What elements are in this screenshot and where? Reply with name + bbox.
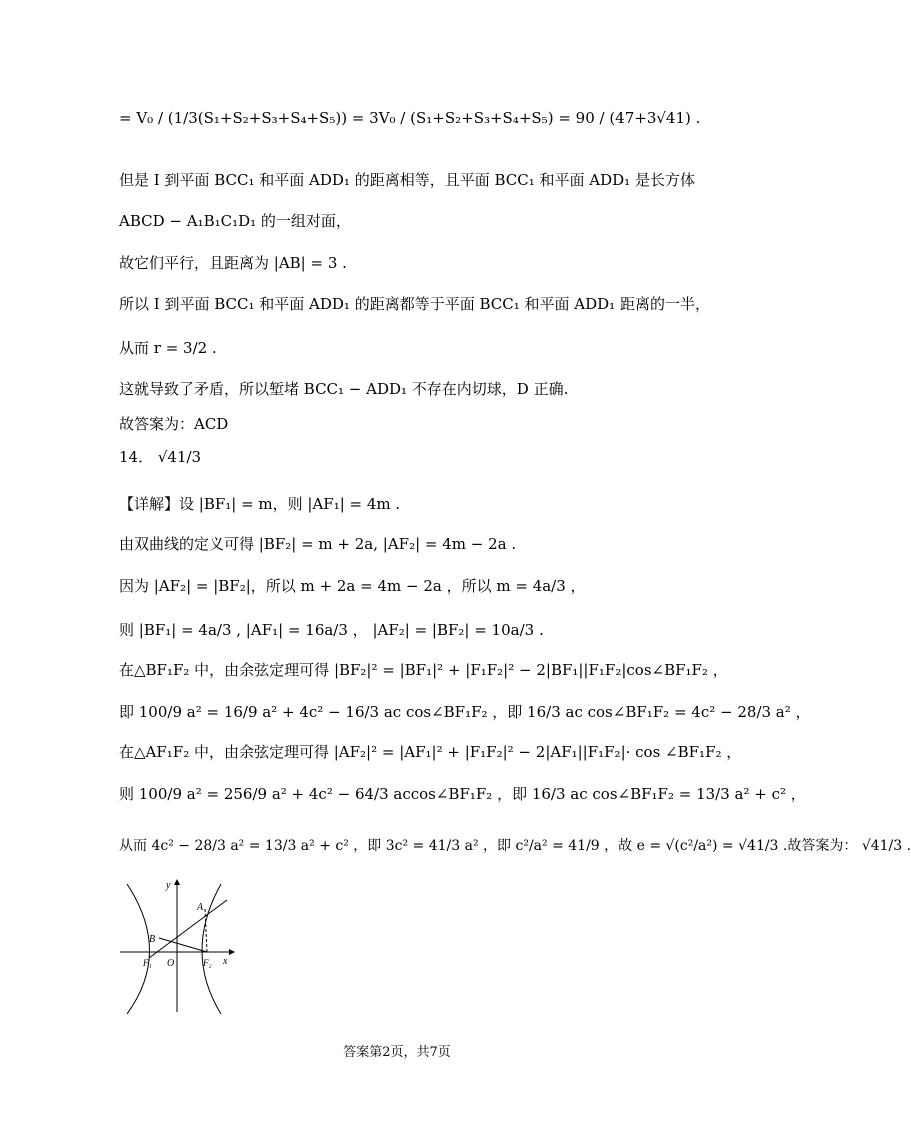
line-15: 即 100/9 a² = 16/9 a² + 4c² − 16/3 ac cos∠BF₁F₂ ，即 16/3 ac cos∠BF₁F₂ = 4c² − 28/3 a² ， [119, 703, 811, 721]
label-b: B [149, 934, 156, 945]
line-4: 故它们平行，且距离为 |AB| = 3 . [119, 254, 347, 272]
x-axis-arrow [229, 949, 235, 955]
line-16: 在△AF₁F₂ 中，由余弦定理可得 |AF₂|² = |AF₁|² + |F₁F₂|² − 2|AF₁||F₁F₂|· cos ∠BF₁F₂ ， [119, 743, 742, 761]
label-f1: F₁ [143, 958, 152, 968]
line-2: 但是 I 到平面 BCC₁ 和平面 ADD₁ 的距离相等，且平面 BCC₁ 和平面 ADD₁ 是长方体 [119, 171, 695, 189]
line-5: 所以 I 到平面 BCC₁ 和平面 ADD₁ 的距离都等于平面 BCC₁ 和平面 ADD₁ 距离的一半， [119, 295, 710, 313]
line-8: 故答案为：ACD [119, 415, 229, 433]
line-7: 这就导致了矛盾，所以堑堵 BCC₁ − ADD₁ 不存在内切球，D 正确. [119, 380, 569, 398]
line-f1-a [149, 900, 227, 958]
label-o: O [167, 958, 175, 969]
line-11: 由双曲线的定义可得 |BF₂| = m + 2a, |AF₂| = 4m − 2a . [119, 535, 517, 553]
line-18: 从而 4c² − 28/3 a² = 13/3 a² + c² ，即 3c² = 41/3 a² ，即 c²/a² = 41/9 ，故 e = √(c²/a²) = √41/3 .故答案为： √41/3 . [119, 838, 911, 854]
line-3: ABCD − A₁B₁C₁D₁ 的一组对面， [119, 212, 351, 230]
label-x: x [223, 956, 228, 967]
label-a: A [197, 902, 204, 913]
hyperbola-figure [117, 876, 237, 1016]
line-12: 因为 |AF₂| = |BF₂|，所以 m + 2a = 4m − 2a ，所以 m = 4a/3 ， [119, 577, 586, 595]
line-6: 从而 r = 3/2 . [119, 339, 217, 357]
label-f2: F₂ [203, 958, 212, 968]
y-axis-arrow [174, 879, 180, 885]
line-14: 在△BF₁F₂ 中，由余弦定理可得 |BF₂|² = |BF₁|² + |F₁F₂|² − 2|BF₁||F₁F₂|cos∠BF₁F₂ ， [119, 661, 728, 679]
line-10: 【详解】设 |BF₁| = m，则 |AF₁| = 4m . [119, 495, 401, 513]
label-y: y [166, 880, 171, 891]
page-footer: 答案第2页，共7页 [343, 1045, 451, 1060]
line-17: 则 100/9 a² = 256/9 a² + 4c² − 64/3 accos∠BF₁F₂ ，即 16/3 ac cos∠BF₁F₂ = 13/3 a² + c² ， [119, 785, 806, 803]
line-13: 则 |BF₁| = 4a/3 , |AF₁| = 16a/3 ， |AF₂| = |BF₂| = 10a/3 . [119, 621, 544, 639]
hyperbola-left-branch [127, 884, 150, 1014]
line-9-answer-14: 14． √41/3 [119, 448, 202, 466]
line-1: = V₀ / (1/3(S₁+S₂+S₃+S₄+S₅)) = 3V₀ / (S₁+S₂+S₃+S₄+S₅) = 90 / (47+3√41) . [119, 109, 701, 127]
hyperbola-right-branch [202, 884, 221, 1014]
